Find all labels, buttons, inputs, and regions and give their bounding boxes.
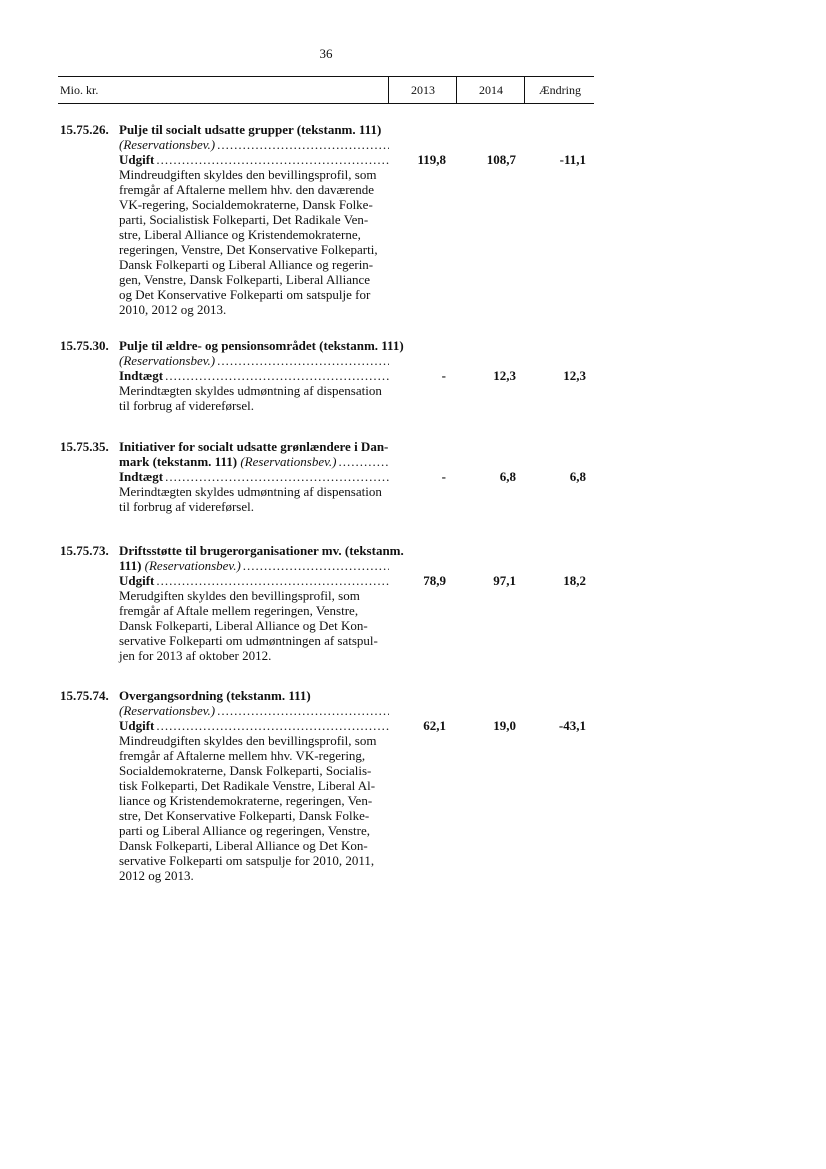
reservation-label: (Reservationsbev.) bbox=[119, 703, 216, 718]
account-title: Initiativer for socialt udsatte grønlændere i Dan- bbox=[119, 439, 389, 454]
account-title: Pulje til ældre- og pensionsområdet (tekstanm. 111) bbox=[119, 338, 404, 353]
value-2014: 97,1 bbox=[493, 573, 516, 588]
value-2013: 119,8 bbox=[417, 152, 446, 167]
value-2013: - bbox=[441, 469, 446, 484]
description-line: parti, Socialistisk Folkeparti, Det Radikale Ven- bbox=[119, 212, 369, 227]
description-line: og Det Konservative Folkeparti om satspulje for bbox=[119, 287, 371, 302]
entry-description bbox=[119, 167, 389, 317]
reservation-line bbox=[119, 454, 389, 469]
value-2013: - bbox=[441, 368, 446, 383]
account-entry bbox=[58, 439, 594, 514]
account-title-continued: 111) bbox=[119, 558, 142, 573]
description-line: stre, Liberal Alliance og Kristendemokraterne, bbox=[119, 227, 361, 242]
kind-label: Udgift bbox=[119, 152, 155, 167]
account-code: 15.75.30. bbox=[60, 338, 109, 353]
description-line: VK-regering, Socialdemokraterne, Dansk Folke- bbox=[119, 197, 373, 212]
description-line: Socialdemokraterne, Dansk Folkeparti, Socialis- bbox=[119, 763, 372, 778]
column-2014-header: 2014 bbox=[456, 77, 525, 103]
kind-label: Udgift bbox=[119, 573, 155, 588]
kind-line bbox=[119, 152, 389, 167]
reservation-label: (Reservationsbev.) bbox=[119, 353, 216, 368]
description-line: tisk Folkeparti, Det Radikale Venstre, Liberal Al- bbox=[119, 778, 376, 793]
account-title: Pulje til socialt udsatte grupper (tekstanm. 111) bbox=[119, 122, 382, 137]
account-title: Driftsstøtte til brugerorganisationer mv. (tekstanm. bbox=[119, 543, 404, 558]
description-line: 2010, 2012 og 2013. bbox=[119, 302, 227, 317]
description-line: liance og Kristendemokraterne, regeringen, Ven- bbox=[119, 793, 373, 808]
value-change: 6,8 bbox=[569, 469, 586, 484]
kind-line bbox=[119, 368, 389, 383]
description-line: fremgår af Aftalerne mellem hhv. VK-regering, bbox=[119, 748, 366, 763]
value-2014: 108,7 bbox=[486, 152, 516, 167]
reservation-line bbox=[119, 558, 389, 573]
reservation-label: (Reservationsbev.) bbox=[119, 137, 216, 152]
description-line: Mindreudgiften skyldes den bevillingsprofil, som bbox=[119, 733, 377, 748]
description-line: gen, Venstre, Dansk Folkeparti, Liberal Alliance bbox=[119, 272, 371, 287]
column-change-header: Ændring bbox=[524, 77, 595, 103]
reservation-label: (Reservationsbev.) bbox=[144, 558, 241, 573]
account-code: 15.75.74. bbox=[60, 688, 109, 703]
value-change: 18,2 bbox=[563, 573, 586, 588]
description-line: til forbrug af videreførsel. bbox=[119, 499, 255, 514]
kind-line bbox=[119, 469, 389, 484]
kind-label: Indtægt bbox=[119, 368, 164, 383]
description-line: 2012 og 2013. bbox=[119, 868, 194, 883]
account-title: Overgangsordning (tekstanm. 111) bbox=[119, 688, 311, 703]
account-title-continued: mark (tekstanm. 111) bbox=[119, 454, 238, 469]
table-header bbox=[58, 76, 594, 104]
column-2013-header: 2013 bbox=[388, 77, 457, 103]
description-line: Merindtægten skyldes udmøntning af dispensation bbox=[119, 484, 382, 499]
description-line: fremgår af Aftale mellem regeringen, Venstre, bbox=[119, 603, 359, 618]
value-2013: 62,1 bbox=[423, 718, 446, 733]
entry-description bbox=[119, 588, 389, 663]
description-line: til forbrug af videreførsel. bbox=[119, 398, 255, 413]
description-line: servative Folkeparti om udmøntningen af satspul- bbox=[119, 633, 378, 648]
entry-description bbox=[119, 733, 389, 883]
value-2014: 19,0 bbox=[493, 718, 516, 733]
value-change: -43,1 bbox=[558, 718, 586, 733]
description-line: stre, Det Konservative Folkeparti, Dansk Folke- bbox=[119, 808, 370, 823]
description-line: parti og Liberal Alliance og regeringen, Venstre, bbox=[119, 823, 371, 838]
account-code: 15.75.73. bbox=[60, 543, 109, 558]
unit-label: Mio. kr. bbox=[60, 83, 99, 97]
account-entry bbox=[58, 338, 594, 413]
description-line: Dansk Folkeparti, Liberal Alliance og Det Kon- bbox=[119, 838, 368, 853]
description-line: Mindreudgiften skyldes den bevillingsprofil, som bbox=[119, 167, 377, 182]
kind-line bbox=[119, 573, 389, 588]
reservation-line bbox=[119, 703, 389, 718]
value-2014: 6,8 bbox=[499, 469, 516, 484]
entry-description bbox=[119, 383, 389, 413]
reservation-label: (Reservationsbev.) bbox=[240, 454, 337, 469]
kind-line bbox=[119, 718, 389, 733]
reservation-line bbox=[119, 137, 389, 152]
entry-description bbox=[119, 484, 389, 514]
description-line: servative Folkeparti om satspulje for 2010, 2011, bbox=[119, 853, 375, 868]
description-line: Merindtægten skyldes udmøntning af dispensation bbox=[119, 383, 382, 398]
description-line: fremgår af Aftalerne mellem hhv. den daværende bbox=[119, 182, 375, 197]
page-number: 36 bbox=[319, 46, 333, 61]
account-entry bbox=[58, 543, 594, 663]
value-change: 12,3 bbox=[563, 368, 586, 383]
kind-label: Indtægt bbox=[119, 469, 164, 484]
account-entry bbox=[58, 688, 594, 883]
reservation-line bbox=[119, 353, 389, 368]
value-change: -11,1 bbox=[559, 152, 586, 167]
description-line: Dansk Folkeparti, Liberal Alliance og Det Kon- bbox=[119, 618, 368, 633]
description-line: regeringen, Venstre, Det Konservative Folkeparti, bbox=[119, 242, 378, 257]
account-code: 15.75.26. bbox=[60, 122, 109, 137]
description-line: jen for 2013 af oktober 2012. bbox=[119, 648, 272, 663]
value-2013: 78,9 bbox=[423, 573, 446, 588]
description-line: Dansk Folkeparti og Liberal Alliance og regerin- bbox=[119, 257, 374, 272]
kind-label: Udgift bbox=[119, 718, 155, 733]
account-code: 15.75.35. bbox=[60, 439, 109, 454]
value-2014: 12,3 bbox=[493, 368, 516, 383]
account-entry bbox=[58, 122, 594, 317]
description-line: Merudgiften skyldes den bevillingsprofil, som bbox=[119, 588, 360, 603]
